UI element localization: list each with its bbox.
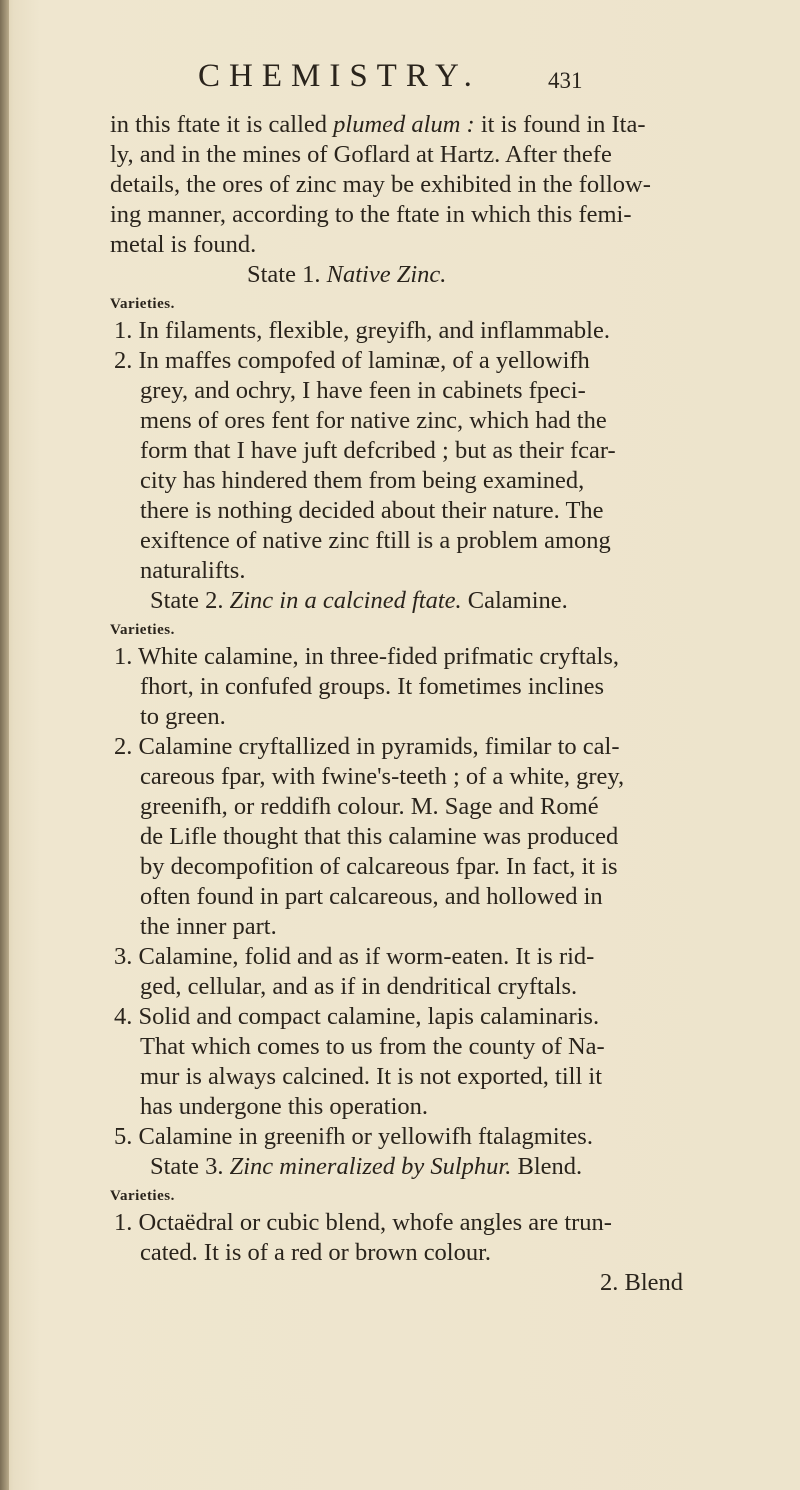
state-2-variety-1: 1. White calamine, in three-fided prifmatic cryftals, fhort, in confufed groups. It fometimes inclines to green. [114,643,619,730]
state-1-variety-2: 2. In maffes compofed of laminæ, of a yellowifh grey, and ochry, I have feen in cabinets fpeci- mens of ores fent for native zinc, which had the form that I have juft defcribed ; but as their fcar- city has hindered them from being examined, there is nothing decided about their nature. The exiftence of native zinc ftill is a problem among naturalifts. [114,347,616,584]
running-head [0,58,800,108]
state-3-variety-1: 1. Octaëdral or cubic blend, whofe angles are trun- cated. It is of a red or brown colour. [114,1209,612,1266]
state-2-variety-4: 4. Solid and compact calamine, lapis calaminaris. That which comes to us from the county of Na- mur is always calcined. It is not exported, till it has undergone this operation. [114,1003,605,1120]
state-2-variety-2: 2. Calamine cryftallized in pyramids, fimilar to cal- careous fpar, with fwine's-teeth ; of a white, grey, greenifh, or reddifh colour. M. Sage and Romé de Lifle thought that this calamine was produced by decompofition of calcareous fpar. In fact, it is often found in part calcareous, and hollowed in the inner part. [114,733,625,940]
catchword: 2. Blend [600,1269,684,1296]
text-line: ly, and in the mines of Goflard at Hartz. After thefe [110,141,612,168]
page-number: 431 [548,68,583,93]
page-gutter-edge [0,0,9,1490]
text-line: details, the ores of zinc may be exhibited in the follow- [110,171,651,198]
state-1-variety-1: 1. In filaments, flexible, greyifh, and inflammable. [114,317,610,344]
varieties-label: Varieties. [110,1188,175,1204]
text-line: metal is found. [110,231,257,258]
state-2-variety-5: 5. Calamine in greenifh or yellowifh ftalagmites. [114,1123,593,1150]
state-3-heading: State 3. Zinc mineralized by Sulphur. Blend. [150,1153,583,1180]
state-1-heading: State 1. Native Zinc. [247,261,447,288]
text-line: in this ftate it is called plumed alum : it is found in Ita- [110,111,646,138]
varieties-label: Varieties. [110,622,175,638]
intro-paragraph [110,110,760,260]
varieties-label: Varieties. [110,296,175,312]
state-2-heading: State 2. Zinc in a calcined ftate. Calamine. [150,587,568,614]
text-line: ing manner, according to the ftate in which this femi- [110,201,632,228]
running-title: CHEMISTRY. [198,58,481,94]
state-2-variety-3: 3. Calamine, folid and as if worm-eaten. It is rid- ged, cellular, and as if in dendritical cryftals. [114,943,595,1000]
page-body [110,110,760,1298]
